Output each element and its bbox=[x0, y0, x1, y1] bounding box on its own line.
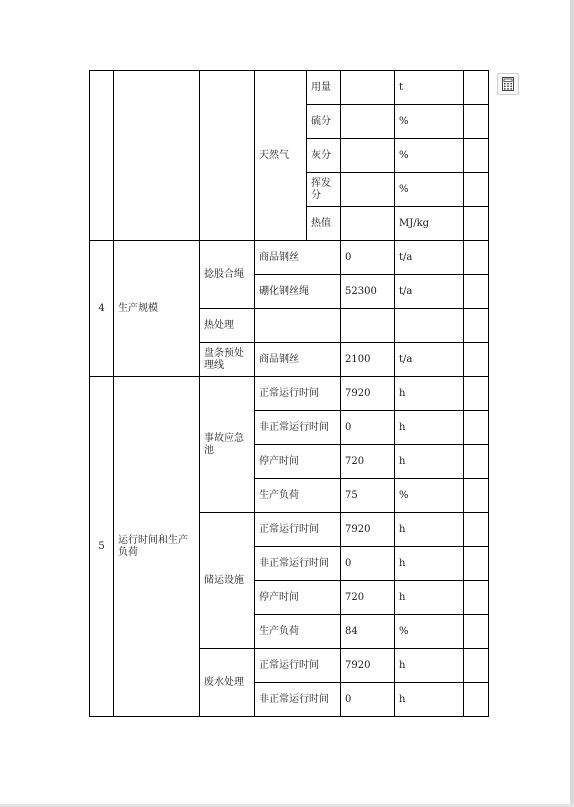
item-value: 84 bbox=[341, 615, 395, 649]
item-label: 非正常运行时间 bbox=[255, 411, 341, 445]
cell-blank bbox=[464, 71, 489, 105]
item-unit: % bbox=[395, 105, 464, 139]
item-value: 52300 bbox=[341, 275, 395, 309]
item-unit: t/a bbox=[395, 343, 464, 377]
item-value: 75 bbox=[341, 479, 395, 513]
section-title: 生产规模 bbox=[114, 241, 200, 377]
table-row bbox=[90, 241, 489, 275]
item-value bbox=[341, 105, 395, 139]
parameter-table bbox=[89, 70, 489, 717]
item-label: 正常运行时间 bbox=[255, 649, 341, 683]
item-label: 挥发分 bbox=[307, 173, 341, 207]
item-unit: % bbox=[395, 615, 464, 649]
item-value: 0 bbox=[341, 547, 395, 581]
item-unit: h bbox=[395, 683, 464, 717]
item-value: 2100 bbox=[341, 343, 395, 377]
cell-no bbox=[90, 71, 114, 241]
group-name: 废水处理 bbox=[200, 649, 255, 717]
item-unit: h bbox=[395, 445, 464, 479]
item-value: 7920 bbox=[341, 513, 395, 547]
item-value bbox=[341, 139, 395, 173]
item-unit: % bbox=[395, 479, 464, 513]
fuel-name: 天然气 bbox=[255, 71, 307, 241]
cell-blank bbox=[464, 275, 489, 309]
cell-blank bbox=[341, 309, 395, 343]
cell-blank bbox=[464, 241, 489, 275]
item-value: 0 bbox=[341, 411, 395, 445]
item-unit: h bbox=[395, 411, 464, 445]
cell-blank bbox=[464, 377, 489, 411]
group-name: 捻股合绳 bbox=[200, 241, 255, 309]
item-unit: h bbox=[395, 649, 464, 683]
item-value: 7920 bbox=[341, 649, 395, 683]
section-no: 4 bbox=[90, 241, 114, 377]
group-name: 事故应急池 bbox=[200, 377, 255, 513]
item-label: 硫分 bbox=[307, 105, 341, 139]
cell-blank bbox=[464, 683, 489, 717]
item-label: 正常运行时间 bbox=[255, 513, 341, 547]
section-title: 运行时间和生产负荷 bbox=[114, 377, 200, 717]
cell-blank bbox=[464, 615, 489, 649]
item-unit: h bbox=[395, 547, 464, 581]
item-value bbox=[341, 173, 395, 207]
item-unit: h bbox=[395, 581, 464, 615]
cell-title bbox=[114, 71, 200, 241]
item-unit: t/a bbox=[395, 241, 464, 275]
item-value bbox=[341, 71, 395, 105]
item-label: 非正常运行时间 bbox=[255, 547, 341, 581]
calculator-icon bbox=[501, 77, 515, 91]
cell-blank bbox=[464, 581, 489, 615]
cell-blank bbox=[255, 309, 341, 343]
cell-blank bbox=[464, 411, 489, 445]
cell-blank bbox=[464, 207, 489, 241]
item-unit: t bbox=[395, 71, 464, 105]
item-unit: % bbox=[395, 139, 464, 173]
page-edge-right bbox=[570, 0, 574, 807]
cell-blank bbox=[464, 479, 489, 513]
item-value: 720 bbox=[341, 445, 395, 479]
item-label: 生产负荷 bbox=[255, 615, 341, 649]
table-row bbox=[90, 377, 489, 411]
item-label: 停产时间 bbox=[255, 445, 341, 479]
cell-blank bbox=[464, 343, 489, 377]
group-name: 盘条预处理线 bbox=[200, 343, 255, 377]
item-unit: h bbox=[395, 513, 464, 547]
item-label: 商品钢丝 bbox=[255, 343, 341, 377]
table-row bbox=[90, 71, 489, 105]
item-value: 0 bbox=[341, 683, 395, 717]
cell-blank bbox=[464, 139, 489, 173]
item-value: 7920 bbox=[341, 377, 395, 411]
item-value: 0 bbox=[341, 241, 395, 275]
item-unit: h bbox=[395, 377, 464, 411]
item-label: 商品钢丝 bbox=[255, 241, 341, 275]
group-name: 热处理 bbox=[200, 309, 255, 343]
item-unit: t/a bbox=[395, 275, 464, 309]
item-label: 用量 bbox=[307, 71, 341, 105]
cell-blank bbox=[464, 547, 489, 581]
cell-blank bbox=[464, 105, 489, 139]
group-name: 储运设施 bbox=[200, 513, 255, 649]
cell-blank bbox=[464, 649, 489, 683]
item-label: 停产时间 bbox=[255, 581, 341, 615]
cell-blank bbox=[464, 513, 489, 547]
cell-blank bbox=[464, 173, 489, 207]
item-value bbox=[341, 207, 395, 241]
item-label: 灰分 bbox=[307, 139, 341, 173]
cell-blank bbox=[464, 445, 489, 479]
item-unit: % bbox=[395, 173, 464, 207]
item-label: 非正常运行时间 bbox=[255, 683, 341, 717]
cell-blank bbox=[464, 309, 489, 343]
section-no: 5 bbox=[90, 377, 114, 717]
item-label: 热值 bbox=[307, 207, 341, 241]
item-value: 720 bbox=[341, 581, 395, 615]
item-label: 生产负荷 bbox=[255, 479, 341, 513]
item-label: 正常运行时间 bbox=[255, 377, 341, 411]
cell-group bbox=[200, 71, 255, 241]
calculator-button[interactable] bbox=[497, 73, 519, 95]
cell-blank bbox=[395, 309, 464, 343]
item-unit: MJ/kg bbox=[395, 207, 464, 241]
item-label: 硼化钢丝绳 bbox=[255, 275, 341, 309]
